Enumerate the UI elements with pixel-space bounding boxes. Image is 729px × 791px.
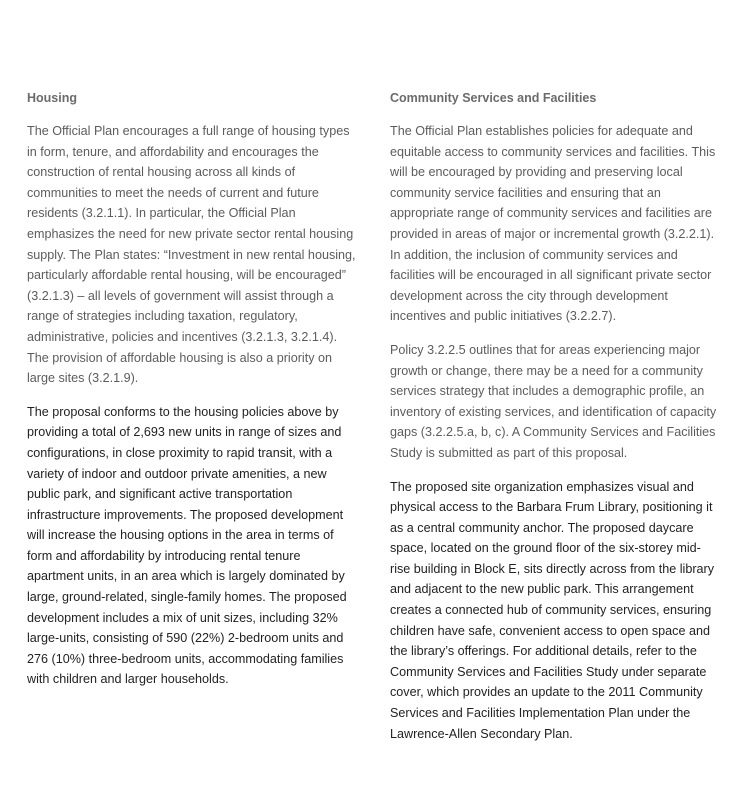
housing-proposal-paragraph: The proposal conforms to the housing policies above by providing a total of 2,693 new units in range of sizes and configurations, in close proximity to rapid transit, with a variety of indoor and outdoor private amenities, a new public park, and significant active transportation infrastructure improvements. The proposed development will increase the housing options in the area in terms of form and affordability by introducing rental tenure apartment units, in an area which is largely dominated by large, ground-related, single-family homes. The proposed development includes a mix of unit sizes, including 32% large-units, consisting of 590 (22%) 2-bedroom units and 276 (10%) three-bedroom units, accommodating families with children and larger households.: [27, 404, 347, 687]
community-proposal-paragraph: The proposed site organization emphasizes visual and physical access to the Barbara Frum Library, positioning it as a central community anchor. The proposed daycare space, located on the ground floor of the six-storey mid-rise building in Block E, sits directly across from the library and adjacent to the new public park. This arrangement creates a connected hub of community services, ensuring children have safe, convenient access to open space and the library’s offerings. For additional details, refer to the Community Services and Facilities Study under separate cover, which provides an update to the 2011 Community Services and Facilities Implementation Plan under the Lawrence-Allen Secondary Plan.: [390, 479, 715, 741]
community-services-section: [390, 90, 720, 757]
housing-section: [27, 90, 357, 703]
housing-heading: Housing: [27, 91, 77, 105]
housing-policy-paragraph: The Official Plan encourages a full range of housing types in form, tenure, and affordability and encourages the construction of rental housing across all kinds of communities to meet the needs of current and future residents (3.2.1.1). In particular, the Official Plan emphasizes the need for new private sector rental housing supply. The Plan states: “Investment in new rental housing, particularly affordable rental housing, will be encouraged” (3.2.1.3) – all levels of government will assist through a range of strategies including taxation, regulatory, administrative, policies and incentives (3.2.1.3, 3.2.1.4). The provision of affordable housing is also a priority on large sites (3.2.1.9).: [27, 124, 356, 386]
community-policy-paragraph: The Official Plan establishes policies for adequate and equitable access to community services and facilities. This will be encouraged by providing and preserving local community service facilities and ensuring that an appropriate range of community services and facilities are provided in areas of major or incremental growth (3.2.2.1). In addition, the inclusion of community services and facilities will be encouraged in all significant private sector development across the city through development incentives and public initiatives (3.2.2.7).: [390, 124, 716, 324]
community-strategy-paragraph: Policy 3.2.2.5 outlines that for areas experiencing major growth or change, there may be a need for a community services strategy that includes a demographic profile, an inventory of existing services, and identification of capacity gaps (3.2.2.5.a, b, c). A Community Services and Facilities Study is submitted as part of this proposal.: [390, 342, 717, 460]
community-services-heading: Community Services and Facilities: [390, 91, 597, 105]
